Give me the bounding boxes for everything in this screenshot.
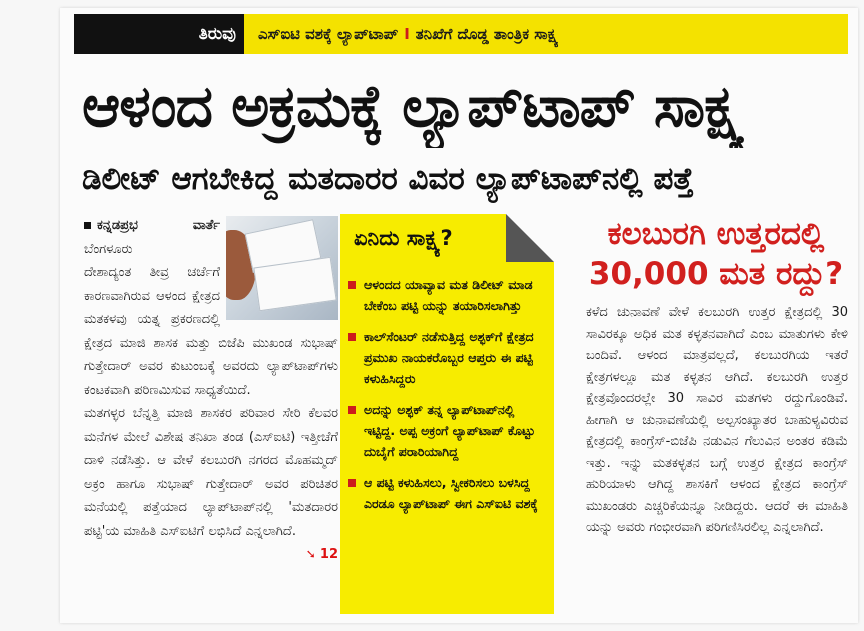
sub-headline: ಡಿಲೀಟ್ ಆಗಬೇಕಿದ್ದ ಮತದಾರರ ವಿವರ ಲ್ಯಾಪ್‌ಟಾಪ್‌ನಲ್ಲಿ ಪತ್ತೆ <box>82 161 694 197</box>
jump-arrow-icon: ➘ <box>305 547 316 561</box>
strap-line <box>258 14 558 54</box>
fact-box-item <box>348 274 548 316</box>
sidebar-headline <box>580 214 852 294</box>
fact-box-item <box>348 326 548 389</box>
page-fold-icon <box>506 214 554 262</box>
fact-box-item-text: ಆ ಪಟ್ಟಿ ಕಳುಹಿಸಲು, ಸ್ವೀಕರಿಸಲು ಬಳಸಿದ್ದ ಎರಡೂ ಲ್ಯಾಪ್‌ಟಾಪ್ ಈಗ ಎಸ್‌ಐಟಿ ವಶಕ್ಕೆ <box>364 475 538 511</box>
sidebar-headline-line-2: 30,000 ಮತ ರದ್ದು? <box>588 256 844 292</box>
jump-line <box>84 543 338 567</box>
square-bullet-icon <box>348 333 356 341</box>
byline: ಕನ್ನಡಪ್ರಭ ವಾರ್ತೆ <box>97 218 220 233</box>
fact-box-item-text: ಅದನ್ನು ಅಶ್ಫಕ್ ತನ್ನ ಲ್ಯಾಪ್‌ಟಾಪ್‌ನಲ್ಲಿ ಇಟ್ಟಿದ್ದ. ಅಪ್ಪ ಅಕ್ರಂಗೆ ಲ್ಯಾಪ್‌ಟಾಪ್ ಕೊಟ್ಟು ದುಬೈಗೆ ಪರಾರಿಯಾಗಿದ್ದ <box>364 402 536 459</box>
fact-box <box>340 214 554 614</box>
sidebar-body: ಕಳೆದ ಚುನಾವಣೆ ವೇಳೆ ಕಲಬುರಗಿ ಉತ್ತರ ಕ್ಷೇತ್ರದಲ್ಲಿ 30 ಸಾವಿರಕ್ಕೂ ಅಧಿಕ ಮತ ಕಳ್ಳತನವಾಗಿದೆ ಎಂಬ ಮಾತುಗಳು ಕೇಳಿ ಬಂದಿವೆ. ಆಳಂದ ಮಾತ್ರವಲ್ಲದೆ, ಕಲಬುರಗಿಯ ಇತರೆ ಕ್ಷೇತ್ರಗಳಲ್ಲೂ ಮತ ಕಳ್ಳತನ ಆಗಿದೆ. ಕಲಬುರಗಿ ಉತ್ತರ ಕ್ಷೇತ್ರವೊಂದರಲ್ಲೇ 30 ಸಾವಿರ ಮತಗಳು ರದ್ದುಗೊಂಡಿವೆ. ಹೀಗಾಗಿ ಆ ಚುನಾವಣೆಯಲ್ಲಿ ಅಲ್ಪಸಂಖ್ಯಾತರ ಬಾಹುಳ್ಯವಿರುವ ಕ್ಷೇತ್ರದಲ್ಲಿ ಕಾಂಗ್ರೆಸ್-ಬಿಜೆಪಿ ನಡುವಿನ ಗೆಲುವಿನ ಅಂತರ ಕಡಿಮೆ ಇತ್ತು. ಇನ್ನು ಮತಕಳ್ಳತನ ಬಗ್ಗೆ ಉತ್ತರ ಕ್ಷೇತ್ರದ ಕಾಂಗ್ರೆಸ್ ಹುರಿಯಾಳು ಆಗಿದ್ದ ಶಾಸಕಿಗೆ ಆಳಂದ ಕ್ಷೇತ್ರದ ಕಾಂಗ್ರೆಸ್ ಮುಖಂಡರು ಎಚ್ಚರಿಕೆಯನ್ನೂ ನೀಡಿದ್ದರು. ಆದರೆ ಈ ಮಾಹಿತಿ ಯನ್ನು ಅವರು ಗಂಭೀರವಾಗಿ ಪರಿಗಣಿಸಿರಲಿಲ್ಲ ಎನ್ನಲಾಗಿದೆ. <box>586 305 848 535</box>
article-paragraph-1: ದೇಶಾದ್ಯಂತ ತೀವ್ರ ಚರ್ಚೆಗೆ ಕಾರಣವಾಗಿರುವ ಆಳಂದ ಕ್ಷೇತ್ರದ ಮತಕಳವು ಯತ್ನ ಪ್ರಕರಣದಲ್ಲಿ ಕ್ಷೇತ್ರದ ಮಾಜಿ ಶಾಸಕ ಮತ್ತು ಬಿಜೆಪಿ ಮುಖಂಡ ಸುಭಾಷ್ ಗುತ್ತೇದಾರ್ ಅವರ ಕುಟುಂಬಕ್ಕೆ ಅವರದು ಲ್ಯಾಪ್‌ಟಾಪ್‌ಗಳು ಕಂಟಕವಾಗಿ ಪರಿಣಮಿಸುವ ಸಾಧ್ಯತೆಯಿದೆ. <box>84 265 338 398</box>
fact-box-item <box>348 472 548 514</box>
fact-box-title: ಏನಿದು ಸಾಕ್ಷ್ಯ? <box>354 226 453 250</box>
fact-box-item-text: ಆಳಂದದ ಯಾವ್ಯಾವ ಮತ ಡಿಲೀಟ್ ಮಾಡ ಬೇಕೆಂಬ ಪಟ್ಟಿ ಯನ್ನು ತಯಾರಿಸಲಾಗಿತ್ತು <box>364 277 533 313</box>
fact-box-item <box>348 399 548 462</box>
bullet-icon <box>84 222 91 229</box>
strap-part-1: ಎಸ್‌ಐಟಿ ವಶಕ್ಕೆ ಲ್ಯಾಪ್‌ಟಾಪ್ <box>258 25 399 43</box>
square-bullet-icon <box>348 281 356 289</box>
sidebar-headline-line-1: ಕಲಬುರಗಿ ಉತ್ತರದಲ್ಲಿ <box>607 216 825 252</box>
jump-page[interactable]: 12 <box>319 547 338 562</box>
photo-sheet <box>253 257 336 311</box>
square-bullet-icon <box>348 406 356 414</box>
article-column-1 <box>84 214 338 614</box>
section-tag <box>74 14 244 54</box>
article-paragraph-2: ಮತಗಳ್ಳರ ಬೆನ್ನತ್ತಿ ಮಾಜಿ ಶಾಸಕರ ಪರಿವಾರ ಸೇರಿ ಕೆಲವರ ಮನೆಗಳ ಮೇಲೆ ವಿಶೇಷ ತನಿಖಾ ತಂಡ (ಎಸ್‌ಐಟಿ) ಇತ್ತೀಚೆಗೆ ದಾಳಿ ನಡೆಸಿತ್ತು. ಆ ವೇಳೆ ಕಲಬುರಗಿ ನಗರದ ಮೊಹಮ್ಮದ್ ಅಕ್ರಂ ಹಾಗೂ ಸುಭಾಷ್ ಗುತ್ತೇದಾರ್ ಅವರ ಪರಿಚಿತರ ಮನೆಯಲ್ಲಿ ಪತ್ತೆಯಾದ ಲ್ಯಾಪ್‌ಟಾಪ್‌ನಲ್ಲಿ 'ಮತದಾರರ ಪಟ್ಟಿ'ಯ ಮಾಹಿತಿ ಎಸ್‌ಐಟಿಗೆ ಲಭಿಸಿದೆ ಎನ್ನಲಾಗಿದೆ. <box>84 406 338 539</box>
fact-box-list <box>348 274 548 524</box>
fact-box-item-text: ಕಾಲ್‌ಸೆಂಟರ್ ನಡೆಸುತ್ತಿದ್ದ ಅಶ್ಫಕ್‌ಗೆ ಕ್ಷೇತ್ರದ ಪ್ರಮುಖ ನಾಯಕರೊಬ್ಬರ ಆಪ್ತರು ಈ ಪಟ್ಟಿ ಕಳುಹಿಸಿದ್ದರು <box>364 329 534 386</box>
section-tag-label: ತಿರುವು <box>198 24 236 44</box>
laptop-documents-photo <box>226 216 338 320</box>
main-headline: ಆಳಂದ ಅಕ್ರಮಕ್ಕೆ ಲ್ಯಾಪ್‌ಟಾಪ್ ಸಾಕ್ಷ್ಯ <box>82 72 745 140</box>
strap-separator: I <box>404 25 410 43</box>
square-bullet-icon <box>348 479 356 487</box>
dateline: ಬೆಂಗಳೂರು <box>84 241 133 257</box>
strap-part-2: ತನಿಖೆಗೆ ದೊಡ್ಡ ತಾಂತ್ರಿಕ ಸಾಕ್ಷ್ಯ <box>415 25 559 43</box>
